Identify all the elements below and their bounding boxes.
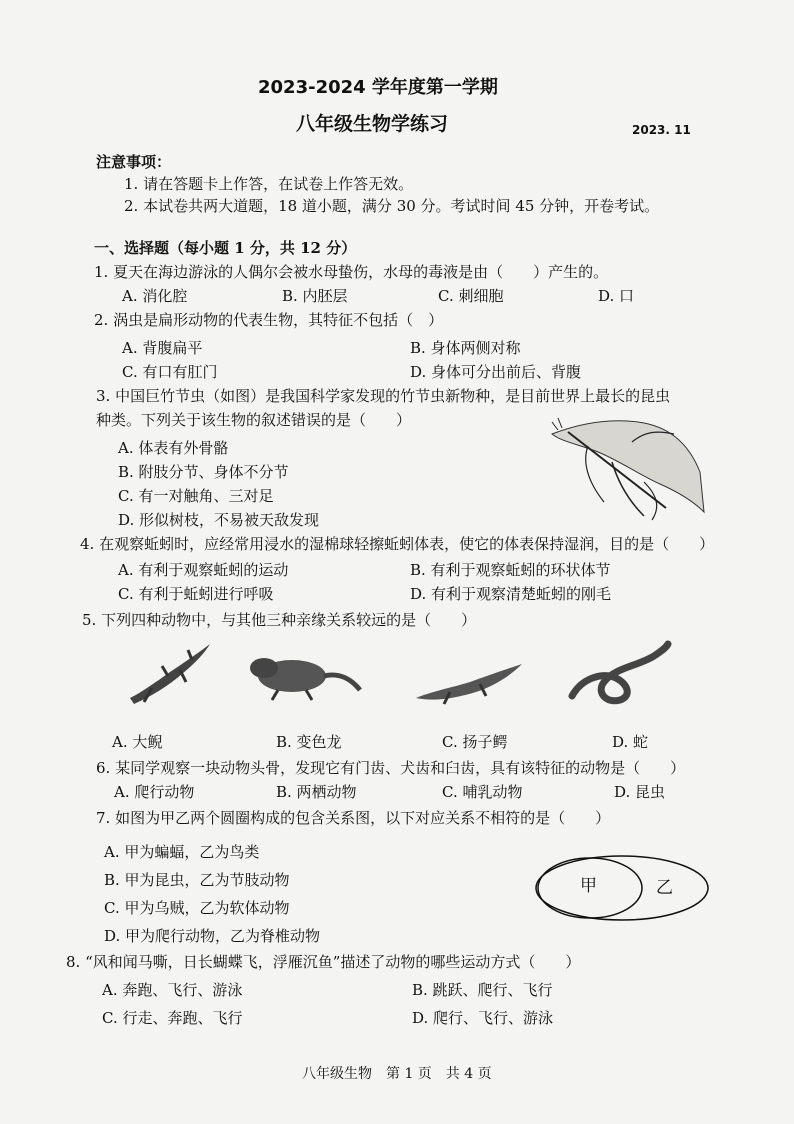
q7-option-b: B. 甲为昆虫，乙为节肢动物 <box>104 871 290 889</box>
q5-option-c: C. 扬子鳄 <box>442 733 508 751</box>
q6-option-a: A. 爬行动物 <box>114 783 195 801</box>
page-footer: 八年级生物 第 1 页 共 4 页 <box>302 1066 492 1082</box>
venn-outer-label: 乙 <box>656 878 673 898</box>
notice-item: 1. 请在答题卡上作答，在试卷上作答无效。 <box>124 175 414 193</box>
section-heading: 一、选择题（每小题 1 分，共 12 分） <box>94 239 357 257</box>
question-1-stem: 1. 夏天在海边游泳的人偶尔会被水母蛰伤，水母的毒液是由（ ）产生的。 <box>94 263 609 281</box>
exam-date: 2023. 11 <box>632 123 691 137</box>
q4-option-c: C. 有利于蚯蚓进行呼吸 <box>118 585 274 603</box>
q4-option-d: D. 有利于观察清楚蚯蚓的刚毛 <box>410 585 612 603</box>
alligator-image <box>410 652 526 708</box>
q5-option-d: D. 蛇 <box>612 733 649 751</box>
question-3-stem: 3. 中国巨竹节虫（如图）是我国科学家发现的竹节虫新物种，是目前世界上最长的昆虫 <box>96 387 671 405</box>
chameleon-image <box>244 646 366 704</box>
q4-option-b: B. 有利于观察蚯蚓的环状体节 <box>410 561 611 579</box>
q1-option-d: D. 口 <box>598 287 635 305</box>
q2-option-c: C. 有口有肛门 <box>122 363 218 381</box>
q1-option-a: A. 消化腔 <box>122 287 188 305</box>
q2-option-a: A. 背腹扁平 <box>122 339 203 357</box>
exam-subtitle: 八年级生物学练习 <box>296 113 449 135</box>
q8-option-d: D. 爬行、飞行、游泳 <box>412 1009 554 1027</box>
question-2-stem: 2. 涡虫是扁形动物的代表生物，其特征不包括（ ） <box>94 311 444 329</box>
venn-inner-label: 甲 <box>580 876 597 896</box>
q6-option-b: B. 两栖动物 <box>276 783 357 801</box>
q4-option-a: A. 有利于观察蚯蚓的运动 <box>118 561 289 579</box>
stick-insect-image <box>548 412 708 524</box>
q3-option-b: B. 附肢分节、身体不分节 <box>118 463 289 481</box>
q3-option-d: D. 形似树枝，不易被天敌发现 <box>118 511 320 529</box>
snake-image <box>562 638 672 708</box>
q1-option-b: B. 内胚层 <box>282 287 348 305</box>
question-5-stem: 5. 下列四种动物中，与其他三种亲缘关系较远的是（ ） <box>82 611 477 629</box>
salamander-image <box>122 636 218 712</box>
q1-option-c: C. 刺细胞 <box>438 287 504 305</box>
q7-option-d: D. 甲为爬行动物，乙为脊椎动物 <box>104 927 321 945</box>
q8-option-b: B. 跳跃、爬行、飞行 <box>412 981 553 999</box>
question-8-stem: 8. “风和闻马嘶，日长蝴蝶飞，浮雁沉鱼”描述了动物的哪些运动方式（ ） <box>66 953 581 971</box>
notice-heading: 注意事项： <box>96 153 172 171</box>
question-4-stem: 4. 在观察蚯蚓时，应经常用浸水的湿棉球轻擦蚯蚓体表，使它的体表保持湿润，目的是（ ） <box>80 535 715 553</box>
q2-option-d: D. 身体可分出前后、背腹 <box>410 363 582 381</box>
q3-option-a: A. 体表有外骨骼 <box>118 439 229 457</box>
question-6-stem: 6. 某同学观察一块动物头骨，发现它有门齿、犬齿和臼齿，具有该特征的动物是（ ） <box>96 759 686 777</box>
q8-option-a: A. 奔跑、飞行、游泳 <box>102 981 243 999</box>
question-7-stem: 7. 如图为甲乙两个圆圈构成的包含关系图，以下对应关系不相符的是（ ） <box>96 809 611 827</box>
notice-item: 2. 本试卷共两大道题，18 道小题，满分 30 分。考试时间 45 分钟，开卷考试。 <box>124 197 660 215</box>
exam-title: 2023-2024 学年度第一学期 <box>258 77 498 98</box>
q6-option-c: C. 哺乳动物 <box>442 783 523 801</box>
q2-option-b: B. 身体两侧对称 <box>410 339 521 357</box>
q3-option-c: C. 有一对触角、三对足 <box>118 487 274 505</box>
question-3-stem-cont: 种类。下列关于该生物的叙述错误的是（ ） <box>96 411 412 429</box>
q5-option-a: A. 大鲵 <box>112 733 163 751</box>
q6-option-d: D. 昆虫 <box>614 783 666 801</box>
q8-option-c: C. 行走、奔跑、飞行 <box>102 1009 243 1027</box>
venn-diagram <box>532 852 712 924</box>
q7-option-a: A. 甲为蝙蝠，乙为鸟类 <box>104 843 260 861</box>
q5-option-b: B. 变色龙 <box>276 733 342 751</box>
q7-option-c: C. 甲为乌贼，乙为软体动物 <box>104 899 290 917</box>
